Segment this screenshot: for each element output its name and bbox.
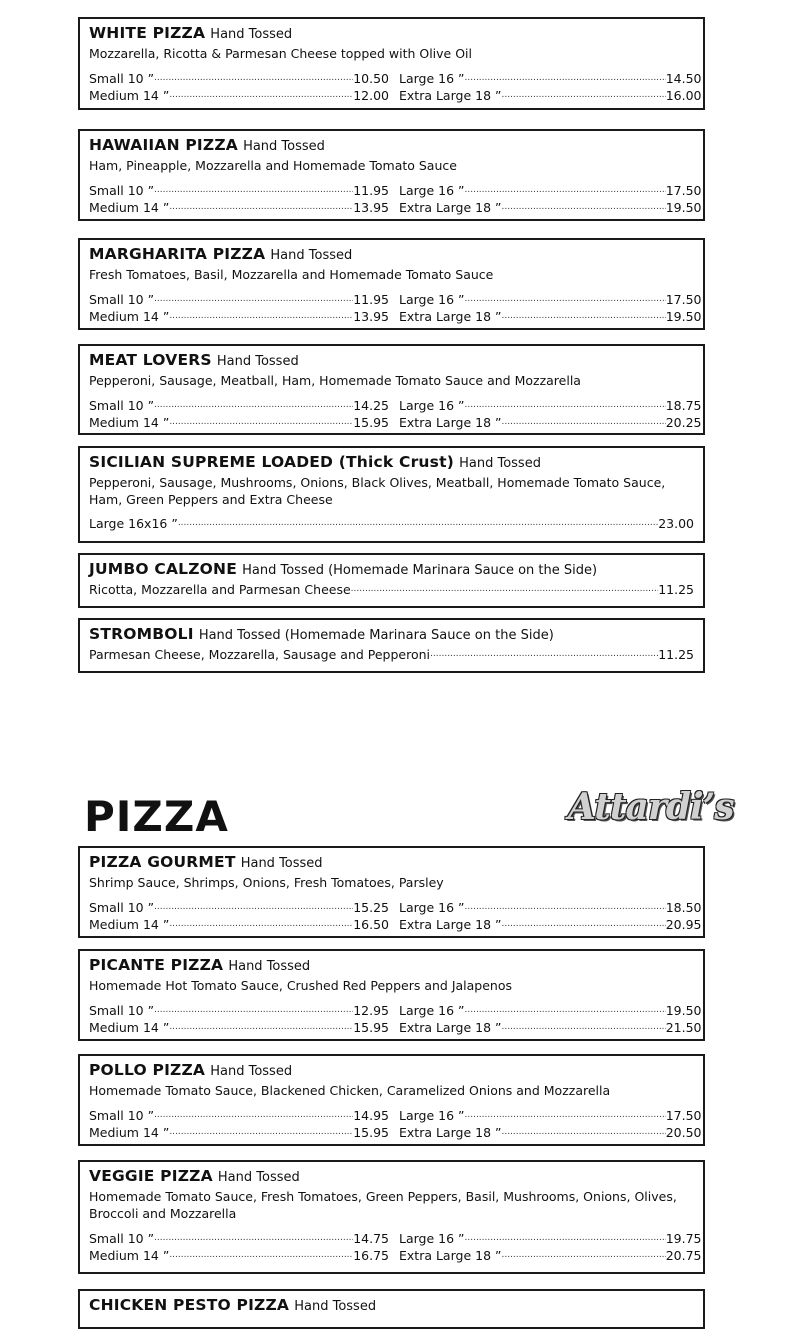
price-label: Small 10 ”	[89, 292, 155, 307]
price-label: Medium 14 ”	[89, 415, 170, 430]
item-name: VEGGIE PIZZA	[89, 1167, 213, 1185]
price-label: Extra Large 18 ”	[399, 1248, 502, 1263]
price-label: Parmesan Cheese, Mozzarella, Sausage and Pepperoni	[89, 647, 431, 662]
menu-item-picante-pizza	[78, 949, 705, 1041]
brand-logo: Attardi’s	[568, 786, 734, 828]
price-label: Medium 14 ”	[89, 309, 170, 324]
price-label: Small 10 ”	[89, 900, 155, 915]
menu-item-sicilian-supreme	[78, 446, 705, 543]
price-label: Medium 14 ”	[89, 88, 170, 103]
item-description: Ham, Pineapple, Mozzarella and Homemade Tomato Sauce	[89, 158, 457, 173]
price-value: 18.75	[665, 398, 702, 413]
item-style: Hand Tossed	[294, 1299, 377, 1314]
menu-item-stromboli	[78, 618, 705, 673]
price-value: 21.50	[665, 1020, 702, 1035]
price-label: Ricotta, Mozzarella and Parmesan Cheese	[89, 582, 351, 597]
price-label: Medium 14 ”	[89, 917, 170, 932]
price-value: 20.25	[665, 415, 702, 430]
item-name: CHICKEN PESTO PIZZA	[89, 1296, 290, 1314]
price-value: 14.95	[353, 1108, 389, 1123]
price-label: Large 16 ”	[399, 398, 465, 413]
menu-item-margharita-pizza	[78, 238, 705, 330]
item-style: Hand Tossed (Homemade Marinara Sauce on the Side)	[242, 563, 598, 578]
item-style: Hand Tossed	[243, 139, 325, 154]
price-value: 10.50	[353, 71, 389, 86]
price-value: 20.95	[665, 917, 702, 932]
price-value: 17.50	[665, 292, 702, 307]
item-style: Hand Tossed	[240, 856, 323, 871]
price-value: 20.50	[665, 1125, 702, 1140]
item-description: Mozzarella, Ricotta & Parmesan Cheese topped with Olive Oil	[89, 46, 472, 61]
price-grid	[89, 182, 702, 216]
item-description: Shrimp Sauce, Shrimps, Onions, Fresh Tomatoes, Parsley	[89, 875, 444, 890]
price-label: Medium 14 ”	[89, 200, 170, 215]
price-label: Small 10 ”	[89, 183, 155, 198]
price-value: 16.00	[665, 88, 702, 103]
price-value: 14.25	[353, 398, 389, 413]
price-label: Extra Large 18 ”	[399, 200, 502, 215]
price-value: 23.00	[658, 516, 694, 531]
item-name: JUMBO CALZONE	[89, 560, 237, 578]
section-title: PIZZA	[84, 792, 229, 841]
price-label: Medium 14 ”	[89, 1020, 170, 1035]
price-label: Extra Large 18 ”	[399, 309, 502, 324]
item-description: Homemade Hot Tomato Sauce, Crushed Red Peppers and Jalapenos	[89, 978, 513, 993]
price-grid	[89, 1002, 702, 1036]
item-style: Hand Tossed	[216, 354, 299, 369]
price-label: Large 16 ”	[399, 1231, 465, 1246]
item-name: WHITE PIZZA	[89, 24, 206, 42]
price-grid	[89, 397, 702, 431]
price-label: Medium 14 ”	[89, 1248, 170, 1263]
price-grid	[89, 899, 702, 933]
item-style: Hand Tossed (Homemade Marinara Sauce on the Side)	[198, 628, 554, 643]
price-label: Extra Large 18 ”	[399, 917, 502, 932]
item-name: HAWAIIAN PIZZA	[89, 136, 238, 154]
price-value: 14.75	[353, 1231, 389, 1246]
item-name: MEAT LOVERS	[89, 351, 212, 369]
price-label: Large 16 ”	[399, 183, 465, 198]
price-label: Large 16 ”	[399, 900, 465, 915]
price-value: 14.50	[665, 71, 702, 86]
price-value: 13.95	[353, 309, 389, 324]
price-grid	[89, 1107, 702, 1141]
price-label: Extra Large 18 ”	[399, 415, 502, 430]
price-value: 19.50	[665, 1003, 702, 1018]
price-value: 15.95	[353, 1020, 389, 1035]
price-value: 17.50	[665, 183, 702, 198]
price-label: Small 10 ”	[89, 398, 155, 413]
price-label: Large 16 ”	[399, 1003, 465, 1018]
menu-item-meat-lovers	[78, 344, 705, 435]
price-value: 12.00	[353, 88, 389, 103]
price-value: 20.75	[665, 1248, 702, 1263]
price-grid	[89, 1230, 702, 1264]
item-name: PIZZA GOURMET	[89, 853, 236, 871]
price-value: 12.95	[353, 1003, 389, 1018]
price-label: Medium 14 ”	[89, 1125, 170, 1140]
item-style: Hand Tossed	[210, 27, 293, 42]
item-description: Pepperoni, Sausage, Meatball, Ham, Homemade Tomato Sauce and Mozzarella	[89, 373, 581, 388]
price-label: Large 16 ”	[399, 71, 465, 86]
item-name: SICILIAN SUPREME LOADED (Thick Crust)	[89, 453, 454, 471]
price-label: Small 10 ”	[89, 71, 155, 86]
price-label: Large 16x16 ”	[89, 516, 178, 531]
menu-item-pizza-gourmet	[78, 846, 705, 938]
item-style: Hand Tossed	[228, 959, 311, 974]
price-value: 19.75	[665, 1231, 702, 1246]
price-label: Extra Large 18 ”	[399, 88, 502, 103]
price-value: 16.75	[353, 1248, 389, 1263]
menu-item-jumbo-calzone	[78, 553, 705, 608]
price-grid	[89, 70, 702, 104]
item-description: Homemade Tomato Sauce, Fresh Tomatoes, Green Peppers, Basil, Mushrooms, Onions, Olives, Broccoli and Mozzarella	[89, 1189, 677, 1221]
item-description: Fresh Tomatoes, Basil, Mozzarella and Homemade Tomato Sauce	[89, 267, 494, 282]
item-style: Hand Tossed	[459, 456, 541, 471]
item-name: MARGHARITA PIZZA	[89, 245, 266, 263]
price-label: Extra Large 18 ”	[399, 1020, 502, 1035]
price-value: 15.95	[353, 415, 389, 430]
menu-item-pollo-pizza	[78, 1054, 705, 1146]
menu-item-chicken-pesto-pizza	[78, 1289, 705, 1329]
price-value: 11.95	[353, 292, 389, 307]
price-label: Large 16 ”	[399, 292, 465, 307]
price-label: Small 10 ”	[89, 1231, 155, 1246]
price-value: 18.50	[665, 900, 702, 915]
item-style: Hand Tossed	[217, 1170, 300, 1185]
item-name: STROMBOLI	[89, 625, 194, 643]
price-value: 15.25	[353, 900, 389, 915]
price-value: 19.50	[665, 309, 702, 324]
price-value: 11.95	[353, 183, 389, 198]
price-label: Large 16 ”	[399, 1108, 465, 1123]
price-value: 17.50	[665, 1108, 702, 1123]
item-name: POLLO PIZZA	[89, 1061, 206, 1079]
item-description: Pepperoni, Sausage, Mushrooms, Onions, Black Olives, Meatball, Homemade Tomato Sauce, Ham, Green Peppers and Extra Cheese	[89, 475, 666, 507]
price-label: Small 10 ”	[89, 1003, 155, 1018]
price-label: Small 10 ”	[89, 1108, 155, 1123]
price-value: 19.50	[665, 200, 702, 215]
menu-item-hawaiian-pizza	[78, 129, 705, 221]
menu-item-veggie-pizza	[78, 1160, 705, 1274]
price-value: 11.25	[658, 582, 694, 597]
item-style: Hand Tossed	[210, 1064, 293, 1079]
price-grid	[89, 291, 702, 325]
price-value: 16.50	[353, 917, 389, 932]
menu-item-white-pizza	[78, 17, 705, 110]
price-value: 13.95	[353, 200, 389, 215]
item-style: Hand Tossed	[270, 248, 353, 263]
item-description: Homemade Tomato Sauce, Blackened Chicken, Caramelized Onions and Mozzarella	[89, 1083, 611, 1098]
item-name: PICANTE PIZZA	[89, 956, 224, 974]
price-value: 15.95	[353, 1125, 389, 1140]
price-value: 11.25	[658, 647, 694, 662]
price-label: Extra Large 18 ”	[399, 1125, 502, 1140]
